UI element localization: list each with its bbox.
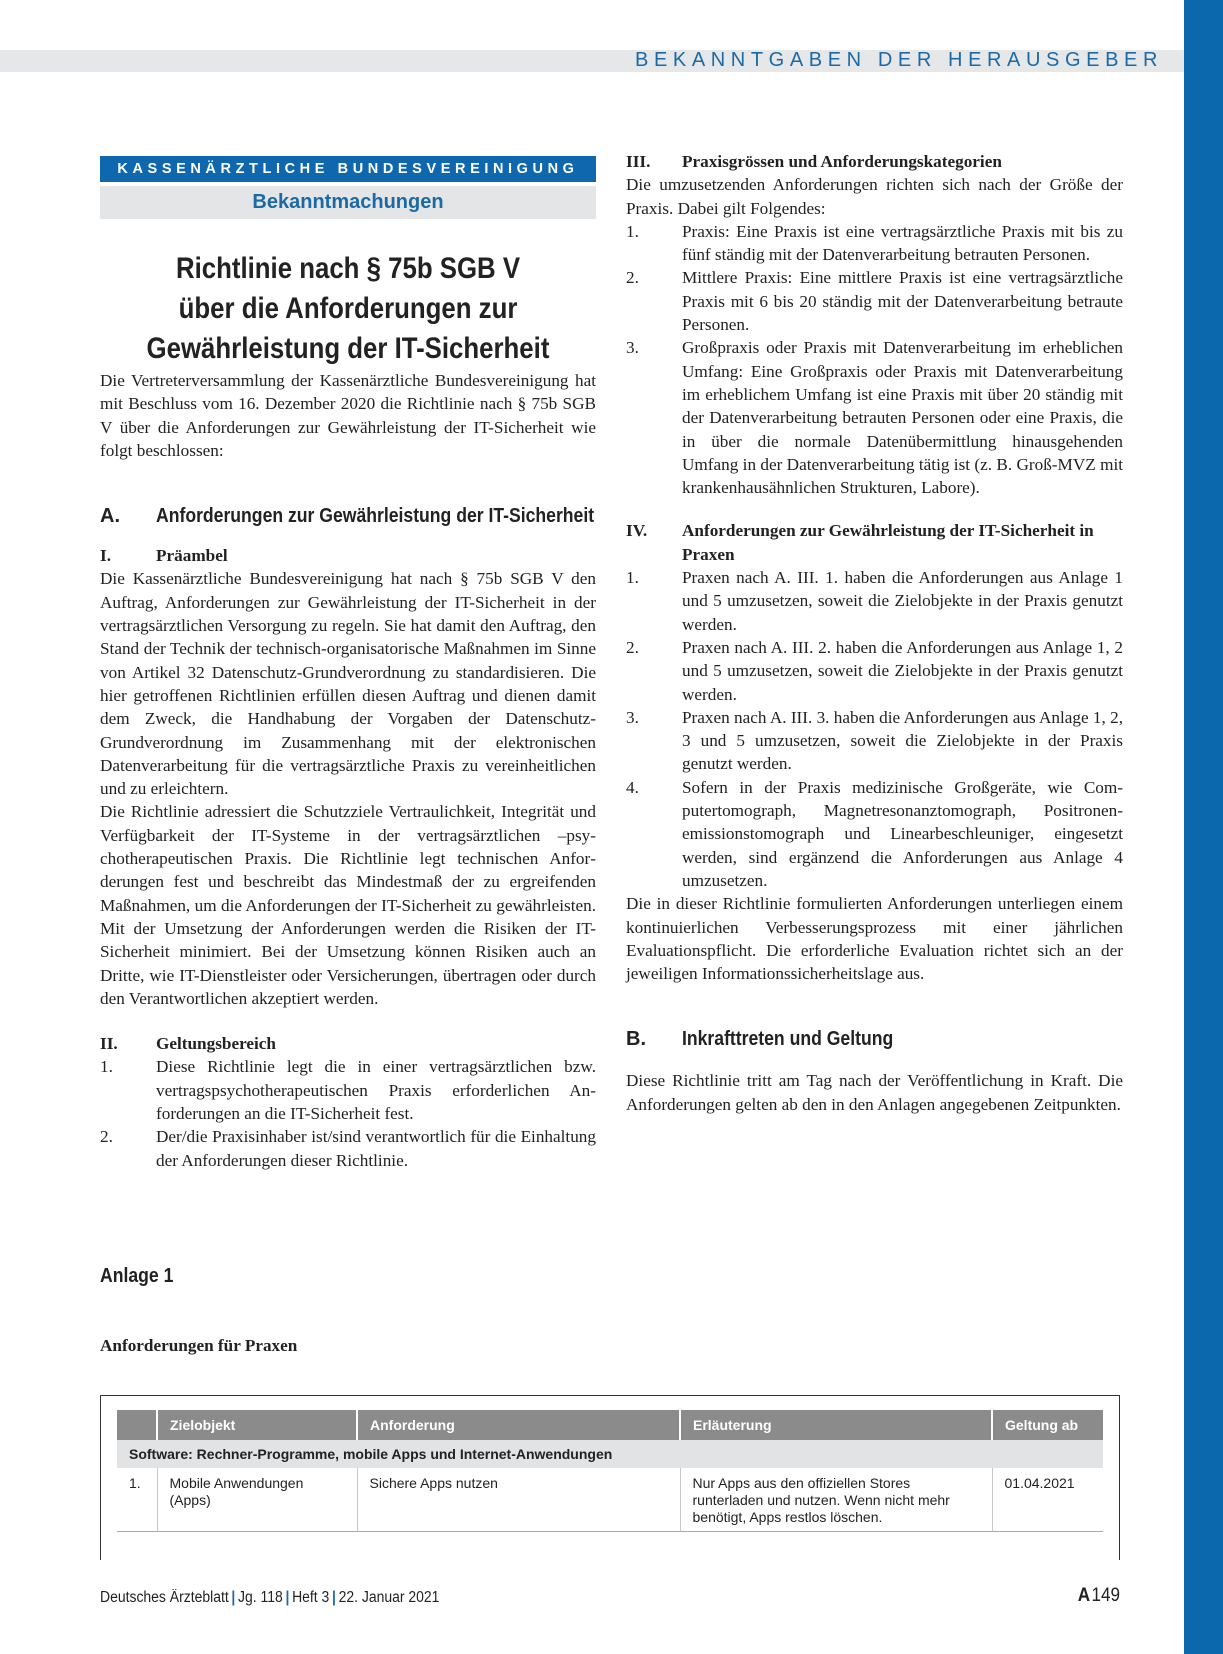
- title-line-3: Gewährleistung der IT-Sicherheit: [146, 332, 550, 365]
- list-item: [626, 776, 1123, 892]
- intro-paragraph: Die Vertreterversammlung der Kassenärztliche Bundesvereinigung hat mit Beschluss vom 16. Dezember 2020 die Richtlinie nach § 75b SGB V über die Anforderungen zur Gewährleistung der IT-Sicherheit wie folgt beschlossen:: [100, 371, 596, 460]
- s2-title: Geltungsbereich: [156, 1034, 276, 1054]
- footer-date: 22. Januar 2021: [338, 1589, 440, 1606]
- right-column: [626, 150, 1123, 1116]
- s2-heading: [100, 1032, 596, 1055]
- cell-erlaeuterung: Nur Apps aus den offiziellen Stores runterladen und nutzen. Wenn nicht mehr benötigt, Apps restlos löschen.: [680, 1468, 992, 1532]
- list-text: Praxen nach A. III. 3. haben die Anforderungen aus Anlage 1, 2, 3 und 5 umzusetzen, soweit die Zielobjekte in der Praxis genutzt werden.: [682, 707, 1124, 774]
- anlage-subtitle: Anforderungen für Praxen: [100, 1336, 298, 1355]
- list-text: Der/die Praxisinhaber ist/sind verantwortlich für die Einhaltung der Anforderungen dieser Richtlinie.: [156, 1127, 596, 1170]
- list-item: [100, 1055, 596, 1125]
- s3-intro: Die umzusetzenden Anforderungen richten sich nach der Größe der Praxis. Dabei gilt Folgendes:: [626, 175, 1123, 218]
- header-erlaeuterung: Erläuterung: [680, 1410, 992, 1440]
- list-item: [626, 266, 1123, 336]
- footer-separator: |: [285, 1589, 290, 1606]
- s3-number: III.: [626, 152, 651, 171]
- cell-anforderung: Sichere Apps nutzen: [357, 1468, 680, 1532]
- footer-issue: Heft 3: [292, 1589, 330, 1606]
- s1-title: Präambel: [156, 546, 228, 566]
- header-geltung: Geltung ab: [992, 1410, 1103, 1440]
- page-number-value: 149: [1091, 1585, 1120, 1606]
- table-row: [117, 1468, 1103, 1532]
- s1-number: I.: [100, 546, 111, 566]
- footer-separator: |: [331, 1589, 336, 1606]
- list-number: 1.: [626, 221, 639, 241]
- section-b-number: B.: [626, 1028, 646, 1051]
- section-b-title: Inkrafttreten und Geltung: [682, 1028, 894, 1051]
- list-item: [626, 636, 1123, 706]
- header-anforderung: Anforderung: [357, 1410, 680, 1440]
- list-number: 1.: [626, 568, 639, 588]
- s1-paragraph-1: Die Kassenärztliche Bundesvereinigung hat nach § 75b SGB V den Auftrag, Anforderungen zur Gewährleistung der IT-Sicherheit in der vertragsärztlichen Versorgung zu regeln. Sie hat damit den Auftrag, den Stand der Technik der technisch-organisatorische Maßnahmen im Sinne von Artikel 32 Datenschutz-Grundverordnung zu standardisieren. Die hier getroffenen Richtlinien erfüllen diesen Auftrag und dienen damit dem Zweck, die Handhabung der Vorgaben der Datenschutz-Grundverordnung im Zusammenhang mit der elektronischen Datenverarbeitung für die vertragsärztliche Praxis zu vereinheitlichen und zu erleichtern.: [100, 569, 596, 799]
- footer-journal: Deutsches Ärzteblatt: [100, 1589, 229, 1606]
- side-color-bar: [1184, 0, 1223, 1654]
- article-title: [135, 249, 562, 369]
- list-item: [626, 336, 1123, 499]
- list-text: Mittlere Praxis: Eine mittlere Praxis ist eine vertragsärztliche Praxis mit 6 bis 20 ständig mit der Datenverarbeitung betraute Personen.: [682, 268, 1123, 335]
- list-text: Sofern in der Praxis medizinische Großgeräte, wie Computertomograph, Magnetresonanztomograph, Positronenemissionstomograph und Linearbeschleuniger, eingesetzt werden, sind ergänzend die Anforderungen aus Anlage 4 umzusetzen.: [682, 777, 1123, 890]
- s1-heading: [100, 544, 596, 567]
- s3-heading: [626, 150, 1123, 173]
- header-nr: [117, 1410, 157, 1440]
- group-label: Software: Rechner-Programme, mobile Apps und Internet-Anwendungen: [117, 1440, 1103, 1468]
- section-header: BEKANNTGABEN DER HERAUSGEBER: [635, 49, 1163, 71]
- cell-nr: 1.: [117, 1468, 157, 1532]
- list-item: [626, 566, 1123, 636]
- list-number: 4.: [626, 777, 639, 797]
- list-number: 2.: [626, 637, 639, 657]
- anlage-title: Anlage 1: [100, 1265, 174, 1287]
- list-item: [626, 220, 1123, 267]
- footer-volume: Jg. 118: [238, 1589, 283, 1606]
- section-b-text: Diese Richtlinie tritt am Tag nach der Veröffentlichung in Kraft. Die Anforderungen gelten ab den in den Anlagen angegebenen Zeitpunkten.: [626, 1071, 1123, 1114]
- list-text: Großpraxis oder Praxis mit Datenverarbeitung im erheblichen Umfang: Eine Großpraxis oder Praxis mit Datenverarbeitung im erheblichem Umfang ist eine Praxis mit über 20 ständig mit der Datenverarbeitung betrauten Personen oder eine Praxis, die in über die normale Datenübermittlung hinausgehenden Umfang in der Datenverarbeitung tätig ist (z. B. Groß-MVZ mit krankenhausähnlichen Strukturen, Labore).: [682, 338, 1123, 498]
- title-line-1: Richtlinie nach § 75b SGB V: [175, 252, 521, 285]
- s3-title: Praxisgrössen und Anforderungskategorien: [682, 152, 1002, 171]
- footer-separator: |: [231, 1589, 236, 1606]
- section-a-heading: [100, 502, 596, 530]
- list-item: [100, 1125, 596, 1172]
- cell-zielobjekt: Mobile Anwendungen (Apps): [157, 1468, 357, 1532]
- left-column: [100, 156, 596, 1172]
- s4-heading: [626, 519, 1123, 566]
- table-group-row: [117, 1440, 1103, 1468]
- list-number: 2.: [100, 1127, 113, 1147]
- list-text: Diese Richtlinie legt die in einer vertragsärztlichen bzw. vertragspsychotherapeutischen Praxis erforderlichen Anforderungen an die IT-Sicherheit fest.: [156, 1057, 596, 1124]
- cell-geltung: 01.04.2021: [992, 1468, 1103, 1532]
- list-text: Praxen nach A. III. 2. haben die Anforderungen aus Anlage 1, 2 und 5 umzusetzen, soweit die Zielobjekte in der Praxis genutzt werden.: [682, 637, 1123, 704]
- list-number: 3.: [626, 707, 639, 727]
- list-item: [626, 706, 1123, 776]
- list-text: Praxen nach A. III. 1. haben die Anforderungen aus Anlage 1 und 5 umzusetzen, soweit die Zielobjekte in der Praxis genutzt werden.: [682, 568, 1123, 634]
- list-number: 2.: [626, 268, 639, 288]
- s4-title: Anforderungen zur Gewährleistung der IT-Sicherheit in Praxen: [682, 521, 1094, 564]
- page-number: [1078, 1585, 1120, 1607]
- s1-paragraph-2: Die Richtlinie adressiert die Schutzziele Vertraulichkeit, Integrität und Verfügbarkeit der IT-Systeme in der vertragsärztlichen –psychotherapeutischen Praxis. Die Richtlinie legt technischen Anforderungen fest und beschreibt das Mindestmaß der zu ergreifenden Maßnahmen, um die Anforderungen der IT-Sicherheit zu gewährleisten. Mit der Umsetzung der Anforderungen werden die Risiken der IT-Sicherheit minimiert. Bei der Umsetzung können Risiken auch an Dritte, wie IT-Dienstleister oder Versicherungen, übertragen oder durch den Verantwortlichen akzeptiert werden.: [100, 802, 596, 1008]
- section-a-title: Anforderungen zur Gewährleistung der IT-Sicherheit: [156, 505, 595, 528]
- org-banner: KASSENÄRZTLICHE BUNDESVEREINIGUNG: [100, 156, 596, 182]
- category-banner: Bekanntmachungen: [100, 186, 596, 219]
- s4-closing: Die in dieser Richtlinie formulierten Anforderungen unterliegen einem kontinuierlichen Verbesserungsprozess mit einer jährlichen Evaluationspflicht. Die erforderliche Evaluation richtet sich an der jeweiligen Informationssicherheitslage aus.: [626, 894, 1123, 984]
- s2-number: II.: [100, 1034, 118, 1054]
- section-b-heading: [626, 1025, 1123, 1053]
- footer-citation: [100, 1589, 439, 1607]
- table-header-row: [117, 1410, 1103, 1440]
- section-a-number: A.: [100, 505, 120, 528]
- title-line-2: über die Anforderungen zur: [178, 292, 518, 325]
- page-prefix: A: [1077, 1585, 1091, 1606]
- list-number: 1.: [100, 1057, 113, 1077]
- header-zielobjekt: Zielobjekt: [157, 1410, 357, 1440]
- list-number: 3.: [626, 338, 639, 358]
- s4-number: IV.: [626, 521, 648, 541]
- requirements-table: [117, 1410, 1103, 1532]
- list-text: Praxis: Eine Praxis ist eine vertragsärztliche Praxis mit bis zu fünf ständig mit der Datenverarbeitung betrauten Personen.: [682, 221, 1123, 265]
